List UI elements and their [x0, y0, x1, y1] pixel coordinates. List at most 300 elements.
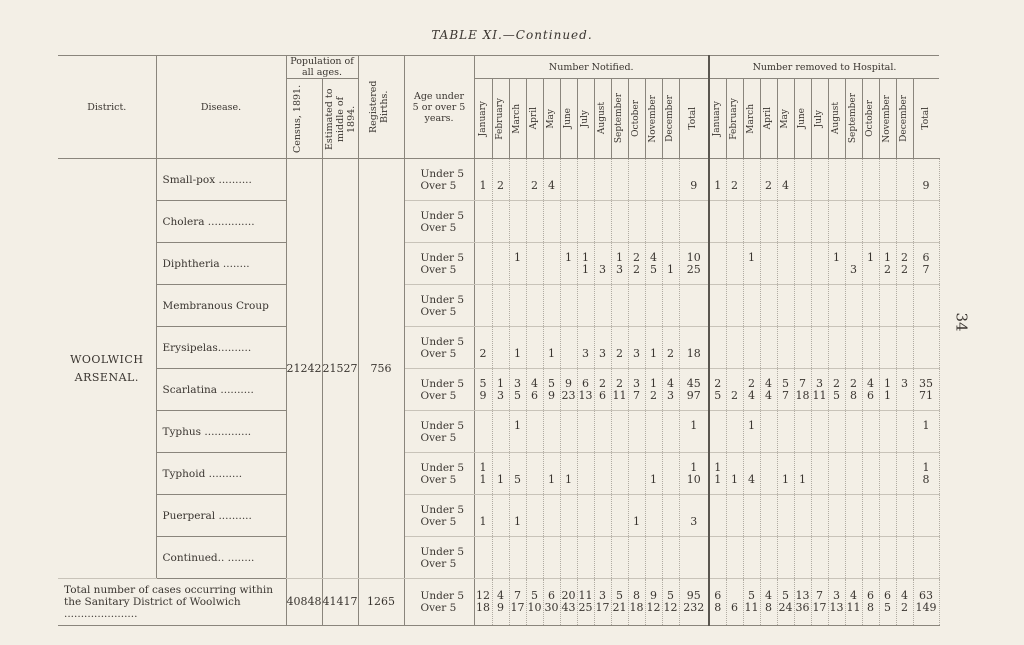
removed-cell	[828, 201, 845, 243]
value: 1	[514, 418, 521, 432]
notified-cell	[628, 159, 645, 201]
value: 3	[582, 346, 589, 360]
disease-header: Disease.	[156, 56, 286, 159]
value: 3	[816, 376, 823, 390]
removed-cell	[879, 159, 896, 201]
value-pair	[778, 252, 794, 276]
age-header: Age under 5 or over 5 years.	[404, 56, 474, 159]
notified-month-label: September	[614, 93, 624, 144]
table-row	[58, 369, 939, 411]
value: 1	[884, 388, 891, 402]
notified-cell	[526, 327, 543, 369]
notified-cell	[611, 159, 628, 201]
removed-month-label: September	[848, 93, 858, 144]
value: 1	[782, 472, 789, 486]
value-pair	[744, 294, 760, 318]
value-pair	[646, 210, 662, 234]
value-pair	[510, 462, 526, 486]
value-pair	[663, 504, 679, 528]
value: 1	[690, 460, 698, 474]
value: 10	[686, 250, 701, 264]
value-pair	[880, 252, 896, 276]
age-pair	[421, 252, 474, 276]
value: 1	[714, 460, 722, 474]
removed-total-header	[913, 79, 939, 159]
value-pair	[475, 378, 492, 402]
value-pair	[897, 210, 913, 234]
value: 3	[667, 388, 674, 402]
value: 5	[667, 589, 674, 602]
notified-cell	[628, 453, 645, 495]
age-label: Over 5	[420, 602, 457, 614]
value: 9	[650, 589, 657, 602]
total-notified-cell	[492, 579, 509, 626]
removed-cell	[726, 243, 743, 285]
value: 2	[531, 178, 538, 192]
removed-cell	[794, 327, 811, 369]
value-pair	[897, 168, 913, 192]
value-pair	[710, 168, 726, 192]
notified-cell	[474, 411, 492, 453]
notified-month-label: August	[597, 102, 607, 135]
value-pair	[880, 590, 896, 614]
notified-month-label: October	[631, 100, 641, 137]
value: 1	[633, 514, 640, 528]
removed-month-august	[828, 79, 845, 159]
value: 2	[616, 346, 623, 360]
total-notified-cell	[628, 579, 645, 626]
value: 2	[479, 346, 487, 360]
removed-cell	[879, 453, 896, 495]
value-pair	[612, 168, 628, 192]
value: 1	[714, 472, 722, 486]
notified-cell	[474, 243, 492, 285]
value-pair	[778, 210, 794, 234]
notified-cell	[577, 537, 594, 579]
age-pair	[421, 378, 474, 402]
value-pair	[880, 294, 896, 318]
value: 3	[497, 388, 504, 402]
total-notified-cell	[560, 579, 577, 626]
value-pair	[795, 252, 811, 276]
value: 2	[901, 262, 908, 276]
value-pair	[663, 378, 679, 402]
disease-name: Diphtheria ........	[156, 243, 286, 285]
value-pair	[812, 336, 828, 360]
removed-month-october	[862, 79, 879, 159]
total-removed-cell	[777, 579, 794, 626]
total-removed-cell	[862, 579, 879, 626]
value: 25	[578, 601, 593, 614]
value-pair	[812, 420, 828, 444]
value-pair	[914, 294, 939, 318]
value-pair	[778, 462, 794, 486]
notified-cell	[492, 159, 509, 201]
notified-cell	[509, 537, 526, 579]
removed-cell	[760, 327, 777, 369]
age-label: Under 5	[420, 251, 465, 264]
value-pair	[897, 546, 913, 570]
value-pair	[493, 546, 509, 570]
removed-month-label: November	[882, 94, 892, 143]
value: 8	[850, 388, 857, 402]
value-pair	[578, 546, 594, 570]
value-pair	[510, 546, 526, 570]
age-label: Under 5	[420, 545, 465, 558]
value-pair	[761, 590, 777, 614]
births-header-text: Registered Births.	[368, 80, 390, 134]
removed-month-label: May	[780, 108, 790, 129]
notified-cell	[679, 537, 709, 579]
age-label: Under 5	[420, 503, 465, 516]
value: 1	[548, 346, 555, 360]
value: 5	[514, 388, 521, 402]
value-pair	[510, 252, 526, 276]
value-pair	[629, 462, 645, 486]
age-labels	[404, 201, 474, 243]
value-pair	[527, 252, 543, 276]
removed-cell	[879, 369, 896, 411]
value-pair	[897, 590, 913, 614]
removed-month-march	[743, 79, 760, 159]
value: 6	[867, 589, 874, 602]
notified-cell	[560, 453, 577, 495]
removed-cell	[726, 411, 743, 453]
value-pair	[561, 294, 577, 318]
value-pair	[612, 294, 628, 318]
notified-cell	[543, 369, 560, 411]
age-pair	[421, 210, 474, 234]
removed-cell	[709, 327, 726, 369]
value-pair	[493, 590, 509, 614]
value-pair	[846, 590, 862, 614]
value-pair	[646, 546, 662, 570]
value-pair	[744, 168, 760, 192]
notified-cell	[560, 327, 577, 369]
age-labels	[404, 285, 474, 327]
value: 4	[548, 178, 555, 192]
value-pair	[846, 504, 862, 528]
removed-cell	[862, 411, 879, 453]
value-pair	[829, 294, 845, 318]
removed-cell	[862, 243, 879, 285]
value: 1	[867, 250, 874, 264]
value-pair	[744, 462, 760, 486]
notified-cell	[662, 495, 679, 537]
disease-name: Erysipelas..........	[156, 327, 286, 369]
value-pair	[578, 252, 594, 276]
value: 3	[850, 262, 857, 276]
value: 2	[731, 388, 738, 402]
value: 1	[714, 178, 722, 192]
notified-month-label: July	[580, 109, 590, 128]
value: 1	[582, 250, 589, 264]
removed-cell	[794, 537, 811, 579]
value-pair	[914, 210, 939, 234]
value-pair	[880, 462, 896, 486]
notified-cell	[526, 411, 543, 453]
value: 6	[599, 388, 606, 402]
value: 1	[799, 472, 806, 486]
value-pair	[578, 590, 594, 614]
value-pair	[795, 378, 811, 402]
value-pair	[646, 294, 662, 318]
value-pair	[812, 546, 828, 570]
value-pair	[646, 462, 662, 486]
value: 8	[714, 601, 722, 614]
value-pair	[493, 252, 509, 276]
value-pair	[680, 462, 709, 486]
notified-cell	[679, 159, 709, 201]
value: 4	[850, 589, 857, 602]
removed-cell	[811, 537, 828, 579]
notified-cell	[560, 411, 577, 453]
notified-cell	[679, 327, 709, 369]
value-pair	[561, 590, 577, 614]
births-value: 756	[358, 159, 404, 579]
table-row	[58, 201, 939, 243]
removed-cell	[794, 495, 811, 537]
removed-cell	[845, 243, 862, 285]
removed-cell	[709, 495, 726, 537]
value-pair	[795, 420, 811, 444]
value-pair	[863, 168, 879, 192]
notified-cell	[611, 369, 628, 411]
notified-cell	[543, 285, 560, 327]
removed-cell	[862, 159, 879, 201]
value: 2	[731, 178, 738, 192]
value-pair	[561, 210, 577, 234]
notified-cell	[509, 285, 526, 327]
value: 9	[497, 601, 504, 614]
value: 21	[612, 601, 627, 614]
value-pair	[629, 420, 645, 444]
value-pair	[578, 378, 594, 402]
total-removed-cell	[760, 579, 777, 626]
age-labels	[404, 369, 474, 411]
value-pair	[680, 252, 709, 276]
value-pair	[795, 546, 811, 570]
removed-cell	[845, 369, 862, 411]
value-pair	[846, 336, 862, 360]
removed-cell	[760, 537, 777, 579]
value: 4	[782, 178, 789, 192]
value: 4	[765, 376, 772, 390]
notified-cell	[594, 411, 611, 453]
value: 17	[595, 601, 610, 614]
removed-cell	[709, 537, 726, 579]
value-pair	[612, 504, 628, 528]
removed-cell	[760, 201, 777, 243]
removed-cell	[709, 243, 726, 285]
removed-cell	[743, 495, 760, 537]
value-pair	[863, 420, 879, 444]
notified-cell	[543, 495, 560, 537]
age-labels	[404, 411, 474, 453]
notified-month-december	[662, 79, 679, 159]
value-pair	[544, 336, 560, 360]
value-pair	[727, 590, 743, 614]
age-labels	[404, 243, 474, 285]
value-pair	[829, 420, 845, 444]
removed-cell	[896, 369, 913, 411]
notified-cell	[492, 327, 509, 369]
value-pair	[475, 336, 492, 360]
notified-cell	[645, 159, 662, 201]
value-pair	[846, 420, 862, 444]
value-pair	[795, 168, 811, 192]
notified-cell	[628, 285, 645, 327]
value-pair	[646, 336, 662, 360]
value: 6	[531, 388, 538, 402]
removed-cell	[709, 453, 726, 495]
notified-cell	[526, 285, 543, 327]
value-pair	[561, 504, 577, 528]
removed-cell	[913, 411, 939, 453]
removed-month-november	[879, 79, 896, 159]
removed-cell	[794, 453, 811, 495]
table-row	[58, 453, 939, 495]
value-pair	[744, 504, 760, 528]
notified-cell	[662, 243, 679, 285]
removed-cell	[828, 411, 845, 453]
value-pair	[629, 294, 645, 318]
notified-cell	[526, 453, 543, 495]
value: 1	[922, 460, 930, 474]
value: 1	[650, 376, 657, 390]
total-removed-cell	[709, 579, 726, 626]
value: 2	[633, 250, 640, 264]
notified-cell	[628, 369, 645, 411]
table-row	[58, 243, 939, 285]
value-pair	[846, 294, 862, 318]
notified-month-label: May	[546, 108, 556, 129]
age-label: Over 5	[420, 389, 457, 402]
value-pair	[475, 420, 492, 444]
removed-cell	[777, 285, 794, 327]
notified-cell	[474, 159, 492, 201]
value-pair	[897, 336, 913, 360]
notified-month-september	[611, 79, 628, 159]
removed-cell	[913, 327, 939, 369]
removed-cell	[862, 453, 879, 495]
disease-table	[58, 55, 940, 626]
value-pair	[863, 252, 879, 276]
age-labels	[404, 453, 474, 495]
value-pair	[863, 590, 879, 614]
value: 4	[650, 250, 657, 264]
value: 11	[612, 388, 627, 402]
value-pair	[727, 546, 743, 570]
value: 2	[850, 376, 857, 390]
value-pair	[795, 336, 811, 360]
value: 7	[514, 589, 521, 602]
notified-cell	[611, 285, 628, 327]
value-pair	[914, 252, 939, 276]
table-caption: TABLE XI.—Continued.	[431, 28, 593, 42]
value-pair	[475, 168, 492, 192]
value-pair	[761, 462, 777, 486]
value-pair	[629, 252, 645, 276]
value-pair	[710, 420, 726, 444]
notified-cell	[577, 243, 594, 285]
value-pair	[510, 210, 526, 234]
district-name: WOOLWICH ARSENAL.	[58, 159, 156, 579]
value-pair	[829, 168, 845, 192]
removed-cell	[879, 285, 896, 327]
value: 8	[765, 601, 772, 614]
notified-cell	[509, 327, 526, 369]
notified-cell	[492, 201, 509, 243]
removed-cell	[726, 453, 743, 495]
value-pair	[863, 294, 879, 318]
notified-cell	[594, 159, 611, 201]
removed-cell	[896, 159, 913, 201]
removed-month-may	[777, 79, 794, 159]
value: 5	[650, 262, 657, 276]
removed-cell	[811, 159, 828, 201]
value: 2	[765, 178, 772, 192]
removed-cell	[743, 537, 760, 579]
value-pair	[629, 336, 645, 360]
value-pair	[646, 378, 662, 402]
disease-name: Puerperal ..........	[156, 495, 286, 537]
value: 2	[667, 346, 674, 360]
age-label: Over 5	[420, 179, 457, 192]
value-pair	[612, 378, 628, 402]
notified-cell	[628, 243, 645, 285]
district-header: District.	[58, 56, 156, 159]
value: 1	[650, 472, 657, 486]
value: 6	[867, 388, 874, 402]
value-pair	[829, 590, 845, 614]
age-label: Over 5	[420, 263, 457, 276]
value-pair	[612, 590, 628, 614]
age-labels	[404, 579, 474, 626]
total-notified-cell	[543, 579, 560, 626]
removed-cell	[828, 159, 845, 201]
notified-cell	[509, 495, 526, 537]
notified-cell	[560, 369, 577, 411]
notified-cell	[662, 159, 679, 201]
value-pair	[493, 168, 509, 192]
total-removed-cell	[828, 579, 845, 626]
value-pair	[595, 546, 611, 570]
removed-month-label: March	[746, 103, 756, 134]
census-value: 21242	[286, 159, 322, 579]
total-removed-cell	[896, 579, 913, 626]
removed-cell	[811, 411, 828, 453]
notified-cell	[645, 453, 662, 495]
notified-cell	[474, 453, 492, 495]
removed-cell	[828, 285, 845, 327]
value-pair	[680, 546, 709, 570]
notified-cell	[611, 453, 628, 495]
value-pair	[778, 590, 794, 614]
notified-cell	[645, 369, 662, 411]
value: 4	[765, 589, 772, 602]
value-pair	[710, 336, 726, 360]
removed-cell	[777, 537, 794, 579]
removed-cell	[777, 453, 794, 495]
age-labels	[404, 327, 474, 369]
value-pair	[880, 336, 896, 360]
value-pair	[829, 336, 845, 360]
removed-cell	[845, 159, 862, 201]
value-pair	[829, 378, 845, 402]
value: 2	[599, 376, 606, 390]
value-pair	[646, 590, 662, 614]
